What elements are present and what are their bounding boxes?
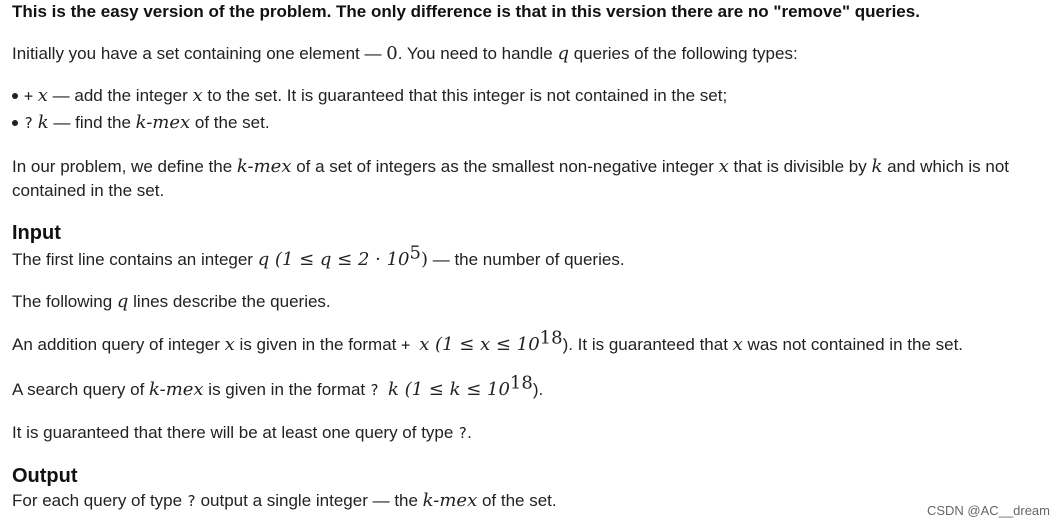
- bullet: [12, 93, 18, 99]
- format-question: ?: [458, 424, 468, 442]
- definition-text: In our problem, we define the: [12, 157, 237, 176]
- math-q: q: [557, 43, 569, 64]
- math-exponent: 5: [409, 242, 421, 264]
- csdn-watermark: CSDN @AC__dream: [926, 503, 1050, 518]
- math-exponent: 18: [539, 327, 563, 349]
- definition-text: of a set of integers as the smallest non-negative integer: [291, 157, 719, 176]
- input-text: was not contained in the set.: [742, 335, 964, 354]
- math-k: k: [871, 156, 883, 177]
- input-text: ). It is guaranteed that: [562, 335, 733, 354]
- output-text: of the set.: [477, 491, 557, 510]
- math-q-range: q (1 ≤ q ≤ 2 · 10: [257, 249, 410, 270]
- version-notice: This is the easy version of the problem. The only difference is that in this version there are no "remove" queries.: [12, 2, 920, 21]
- math-kmex: k-mex: [236, 156, 292, 177]
- output-line: [12, 489, 557, 513]
- math-k: k: [37, 112, 49, 133]
- list-item: [24, 111, 270, 135]
- format-question: ?: [369, 381, 388, 399]
- item-text: — add the integer: [47, 86, 193, 105]
- definition-line2: contained in the set.: [12, 181, 165, 200]
- input-text: — the number of queries.: [428, 250, 625, 269]
- input-line-2: [12, 290, 331, 314]
- intro-text: Initially you have a set containing one element —: [12, 44, 387, 63]
- format-plus: +: [401, 336, 420, 354]
- math-paren: ): [420, 249, 428, 270]
- output-text: output a single integer — the: [195, 491, 423, 510]
- math-x-range: x (1 ≤ x ≤ 10: [419, 334, 540, 355]
- input-text: .: [467, 423, 472, 442]
- item-text: of the set.: [190, 113, 270, 132]
- bullet: [12, 120, 18, 126]
- output-text: For each query of type: [12, 491, 187, 510]
- math-kmex: k-mex: [135, 112, 191, 133]
- input-text: is given in the format: [203, 380, 370, 399]
- item-text: — find the: [48, 113, 136, 132]
- output-heading: Output: [12, 465, 78, 487]
- math-kmex: k-mex: [422, 490, 478, 511]
- input-text: ).: [532, 380, 544, 399]
- math-x: x: [224, 334, 235, 355]
- input-line-1: [12, 242, 625, 272]
- math-q: q: [116, 291, 129, 312]
- input-text: is given in the format: [234, 335, 402, 354]
- op-plus: +: [24, 87, 34, 105]
- definition-text: and which is not: [882, 157, 1010, 176]
- math-exponent: 18: [509, 372, 533, 394]
- input-line-4: [12, 372, 544, 402]
- math-kmex: k-mex: [149, 379, 204, 400]
- math-x: x: [718, 156, 729, 177]
- math-k-range: k (1 ≤ k ≤ 10: [387, 379, 510, 400]
- input-text: A search query of: [12, 380, 150, 399]
- input-heading: Input: [12, 222, 61, 244]
- math-x: x: [37, 85, 48, 106]
- input-text: An addition query of integer: [12, 335, 225, 354]
- math-zero: 0: [386, 43, 398, 64]
- definition-text: that is divisible by: [728, 157, 872, 176]
- intro-paragraph: [12, 42, 798, 66]
- op-question: ?: [24, 114, 34, 132]
- math-x: x: [192, 85, 203, 106]
- definition-paragraph: [12, 155, 1009, 179]
- input-line-3: [12, 327, 964, 357]
- input-text: It is guaranteed that there will be at least one query of type: [12, 423, 459, 442]
- format-question: ?: [186, 492, 196, 510]
- item-text: to the set. It is guaranteed that this integer is not contained in the set;: [202, 86, 728, 105]
- list-item: [24, 84, 727, 108]
- input-line-5: [12, 421, 472, 445]
- math-x: x: [732, 334, 743, 355]
- input-text: lines describe the queries.: [128, 292, 331, 311]
- input-text: The first line contains an integer: [12, 250, 258, 269]
- intro-text: . You need to handle: [397, 44, 558, 63]
- input-text: The following: [12, 292, 117, 311]
- intro-text: queries of the following types:: [568, 44, 798, 63]
